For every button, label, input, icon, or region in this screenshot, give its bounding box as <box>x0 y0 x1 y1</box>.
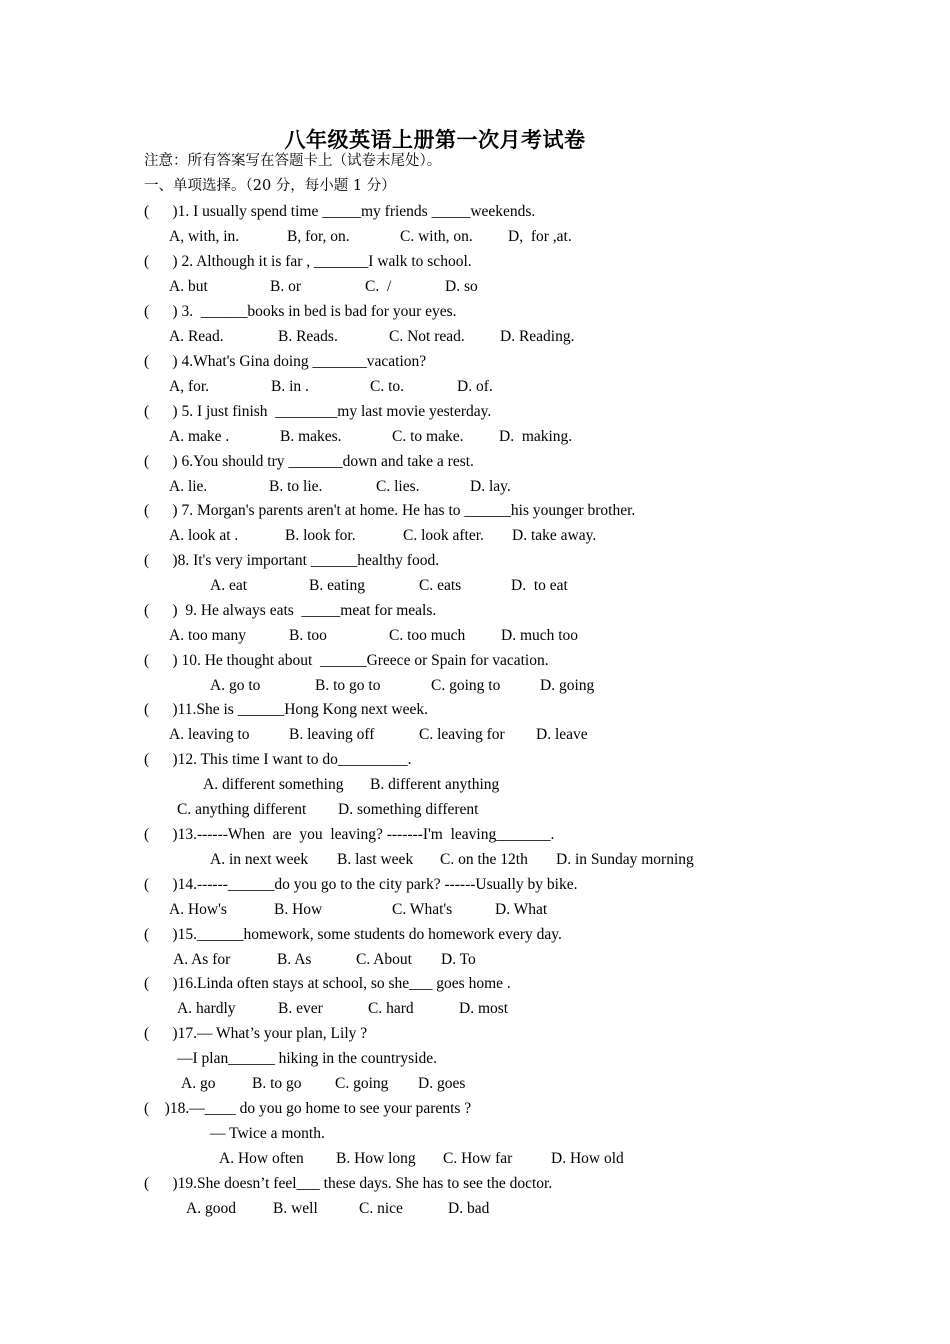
option-b: B. look for. <box>285 527 356 544</box>
question-5-stem: ( ) 5. I just finish ________my last movie yesterday. <box>144 403 492 420</box>
option-c: C. What's <box>392 901 453 918</box>
option-c: C. to make. <box>392 428 464 445</box>
question-9-stem: ( ) 9. He always eats _____meat for meals. <box>144 602 437 619</box>
option-c: C. eats <box>419 577 462 594</box>
option-b: B, for, on. <box>287 228 350 245</box>
option-d: D. in Sunday morning <box>556 851 694 868</box>
option-a: A. make . <box>169 428 230 445</box>
option-b: B. different anything <box>370 776 500 793</box>
option-d: D. goes <box>418 1075 466 1092</box>
option-b: B. As <box>277 951 312 968</box>
question-15-stem: ( )15.______homework, some students do homework every day. <box>144 926 562 943</box>
option-d: D. To <box>441 951 476 968</box>
option-a: A. different something <box>203 776 344 793</box>
option-b: B. to lie. <box>269 478 323 495</box>
option-a: A, with, in. <box>169 228 240 245</box>
option-d: D. leave <box>536 726 588 743</box>
option-a: A. Read. <box>169 328 224 345</box>
option-c: C. How far <box>443 1150 513 1167</box>
option-d: D, for ,at. <box>508 228 572 245</box>
option-d: D. How old <box>551 1150 624 1167</box>
question-10-stem: ( ) 10. He thought about ______Greece or Spain for vacation. <box>144 652 549 669</box>
question-4-stem: ( ) 4.What's Gina doing _______vacation? <box>144 353 427 370</box>
option-a: A. look at . <box>169 527 239 544</box>
option-b: B. too <box>289 627 327 644</box>
option-d: D. going <box>540 677 595 694</box>
option-c: C. About <box>356 951 412 968</box>
option-a: A. go <box>181 1075 216 1092</box>
option-d: D. so <box>445 278 478 295</box>
option-d: D. lay. <box>470 478 511 495</box>
section-heading: 一、单项选择。（20 分，每小题 1 分） <box>144 178 396 194</box>
option-b: B. How long <box>336 1150 416 1167</box>
option-b: B. in . <box>271 378 309 395</box>
option-b: B. last week <box>337 851 414 868</box>
option-c: C. lies. <box>376 478 420 495</box>
option-c: C. with, on. <box>400 228 473 245</box>
option-c: C. on the 12th <box>440 851 528 868</box>
option-a: A. How often <box>219 1150 304 1167</box>
option-d: D. What <box>495 901 548 918</box>
option-c: C. Not read. <box>389 328 465 345</box>
option-a: A. go to <box>210 677 261 694</box>
option-a: A. How's <box>169 901 227 918</box>
option-b: B. to go to <box>315 677 381 694</box>
option-a: A. in next week <box>210 851 309 868</box>
option-b: B. makes. <box>280 428 342 445</box>
question-11-stem: ( )11.She is ______Hong Kong next week. <box>144 701 428 718</box>
question-18-reply: — Twice a month. <box>210 1125 325 1142</box>
question-19-stem: ( )19.She doesn’t feel___ these days. She has to see the doctor. <box>144 1175 553 1192</box>
option-a: A, for. <box>169 378 210 395</box>
question-7-stem: ( ) 7. Morgan's parents aren't at home. He has to ______his younger brother. <box>144 502 636 519</box>
option-b: B. well <box>273 1200 318 1217</box>
question-13-stem: ( )13.------When are you leaving? -------I'm leaving_______. <box>144 826 555 843</box>
option-b: B. eating <box>309 577 365 594</box>
question-1-stem: ( )1. I usually spend time _____my friends _____weekends. <box>144 203 536 220</box>
question-16-stem: ( )16.Linda often stays at school, so she___ goes home . <box>144 975 511 992</box>
question-17-stem: ( )17.— What’s your plan, Lily ? <box>144 1025 368 1042</box>
option-a: A. leaving to <box>169 726 250 743</box>
question-14-stem: ( )14.------______do you go to the city park? ------Usually by bike. <box>144 876 578 893</box>
option-a: A. good <box>186 1200 236 1217</box>
option-c: C. going to <box>431 677 501 694</box>
option-a: A. but <box>169 278 208 295</box>
option-c: C. leaving for <box>419 726 505 743</box>
exam-note: 注意：所有答案写在答题卡上（试卷末尾处）。 <box>144 153 442 169</box>
option-a: A. hardly <box>177 1000 236 1017</box>
option-b: B. Reads. <box>278 328 338 345</box>
question-18-stem: ( )18.—____ do you go home to see your parents ? <box>144 1100 472 1117</box>
question-17-reply: —I plan______ hiking in the countryside. <box>177 1050 438 1067</box>
option-b: B. How <box>274 901 323 918</box>
option-b: B. leaving off <box>289 726 375 743</box>
option-c: C. hard <box>368 1000 414 1017</box>
option-a: A. eat <box>210 577 248 594</box>
option-c: C. going <box>335 1075 389 1092</box>
option-a: A. lie. <box>169 478 208 495</box>
option-d: D. much too <box>501 627 579 644</box>
option-c: C. look after. <box>403 527 484 544</box>
option-c: C. too much <box>389 627 466 644</box>
option-d: D. Reading. <box>500 328 575 345</box>
option-c: C. to. <box>370 378 405 395</box>
option-a: A. As for <box>173 951 231 968</box>
option-a: A. too many <box>169 627 247 644</box>
option-d: D. making. <box>499 428 573 445</box>
option-d: D. most <box>459 1000 509 1017</box>
option-c: C. anything different <box>177 801 307 818</box>
option-d: D. to eat <box>511 577 568 594</box>
question-8-stem: ( )8. It's very important ______healthy food. <box>144 552 440 569</box>
question-12-stem: ( )12. This time I want to do_________. <box>144 751 412 768</box>
option-d: D. something different <box>338 801 479 818</box>
option-b: B. to go <box>252 1075 302 1092</box>
option-b: B. ever <box>278 1000 323 1017</box>
question-6-stem: ( ) 6.You should try _______down and take a rest. <box>144 453 474 470</box>
option-b: B. or <box>270 278 301 295</box>
question-2-stem: ( ) 2. Although it is far , _______I walk to school. <box>144 253 472 270</box>
exam-title: 八年级英语上册第一次月考试卷 <box>284 128 586 152</box>
option-c: C. nice <box>359 1200 403 1217</box>
option-d: D. of. <box>457 378 493 395</box>
option-d: D. take away. <box>512 527 597 544</box>
question-3-stem: ( ) 3. ______books in bed is bad for your eyes. <box>144 303 457 320</box>
option-d: D. bad <box>448 1200 490 1217</box>
option-c: C. / <box>365 278 392 295</box>
